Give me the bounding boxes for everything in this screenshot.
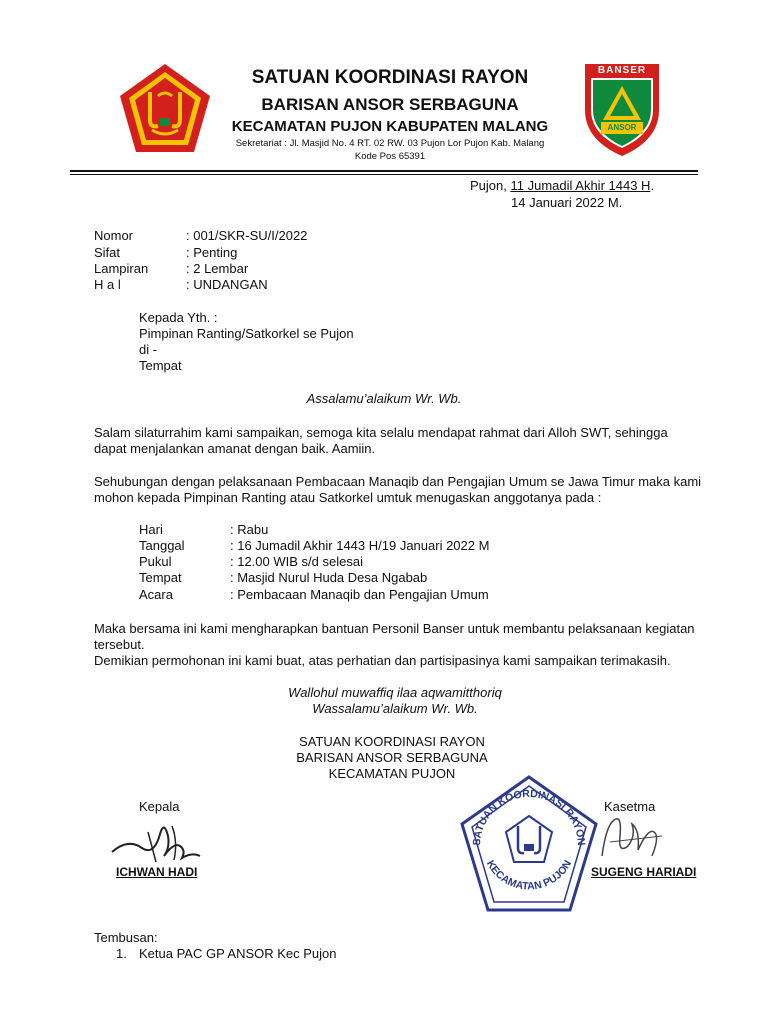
recipient-line3: di - bbox=[139, 342, 158, 357]
letter-date-gregorian: 14 Januari 2022 M. bbox=[511, 195, 623, 210]
meta-value-nomor: : 001/SKR-SU/I/2022 bbox=[186, 228, 308, 243]
org-line1: SATUAN KOORDINASI RAYON bbox=[299, 734, 485, 749]
detail-label-tanggal: Tanggal bbox=[139, 538, 185, 553]
paragraph-2-line1: Sehubungan dengan pelaksanaan Pembacaan Manaqib dan Pengajian Umum se Jawa Timur maka kami bbox=[94, 474, 702, 489]
meta-value-lampiran: : 2 Lembar bbox=[186, 261, 249, 276]
meta-label-hal: H a l bbox=[94, 277, 121, 292]
letterhead-line2: BARISAN ANSOR SERBAGUNA bbox=[261, 95, 519, 114]
meta-label-nomor: Nomor bbox=[94, 228, 134, 243]
stamp-bottom-text: KECAMATAN PUJON bbox=[483, 858, 575, 893]
detail-value-pukul: : 12.00 WIB s/d selesai bbox=[230, 554, 363, 569]
stamp-seal-icon bbox=[458, 774, 600, 914]
paragraph-1-line2: dapat menjalankan amanat dengan baik. Aamiin. bbox=[94, 441, 376, 456]
meta-value-sifat: : Penting bbox=[186, 245, 238, 260]
closing-line2: Wassalamu’alaikum Wr. Wb. bbox=[312, 701, 478, 716]
closing-line1: Wallohul muwaffiq ilaa aqwamitthoriq bbox=[288, 685, 502, 700]
banser-logo-label: BANSER bbox=[597, 65, 647, 76]
svg-text:KECAMATAN PUJON bbox=[484, 858, 574, 892]
meta-value-hal: : UNDANGAN bbox=[186, 277, 268, 292]
detail-value-tanggal: : 16 Jumadil Akhir 1443 H/19 Januari 2022 M bbox=[230, 538, 490, 553]
detail-label-acara: Acara bbox=[139, 587, 173, 602]
tembusan-label: Tembusan: bbox=[94, 930, 158, 945]
letterhead-postal: Kode Pos 65391 bbox=[354, 151, 426, 162]
date-hijri-suffix: . bbox=[650, 178, 655, 193]
tembusan-item-text: Ketua PAC GP ANSOR Kec Pujon bbox=[139, 946, 337, 961]
ansor-logo-label: ANSOR bbox=[607, 123, 637, 132]
paragraph-3-line2: tersebut. bbox=[94, 637, 145, 652]
paragraph-2-line2: mohon kepada Pimpinan Ranting atau Satkorkel umtuk menugaskan anggotanya pada : bbox=[94, 490, 602, 505]
letterhead-line1: SATUAN KOORDINASI RAYON bbox=[251, 67, 529, 88]
tembusan-item-number: 1. bbox=[116, 946, 127, 961]
letterhead-rule-thin bbox=[70, 174, 698, 175]
meta-label-sifat: Sifat bbox=[94, 245, 121, 260]
paragraph-3-line3: Demikian permohonan ini kami buat, atas perhatian dan partisipasinya kami sampaikan terimakasih. bbox=[94, 653, 671, 668]
paragraph-3-line1: Maka bersama ini kami mengharapkan bantuan Personil Banser untuk membantu pelaksanaan kegiatan bbox=[94, 621, 695, 636]
left-signer-name: ICHWAN HADI bbox=[116, 865, 198, 879]
paragraph-1-line1: Salam silaturrahim kami sampaikan, semoga kita selalu mendapat rahmat dari Alloh SWT, sehingga bbox=[94, 425, 668, 440]
right-logo bbox=[583, 62, 661, 158]
stamp-top-text: SATUAN KOORDINASI RAYON bbox=[470, 787, 588, 846]
left-signer-title: Kepala bbox=[139, 799, 180, 814]
detail-value-tempat: : Masjid Nurul Huda Desa Ngabab bbox=[230, 570, 428, 585]
right-signer-name: SUGENG HARIADI bbox=[591, 865, 697, 879]
recipient-line2: Pimpinan Ranting/Satkorkel se Pujon bbox=[139, 326, 354, 341]
greeting: Assalamu’alaikum Wr. Wb. bbox=[306, 391, 462, 406]
official-stamp bbox=[458, 774, 600, 914]
recipient-line4: Tempat bbox=[139, 358, 182, 373]
meta-label-lampiran: Lampiran bbox=[94, 261, 149, 276]
date-hijri: 11 Jumadil Akhir 1443 H bbox=[510, 178, 651, 193]
date-place: Pujon, bbox=[470, 178, 511, 193]
right-signature-icon bbox=[592, 806, 670, 868]
banser-shield-logo-icon bbox=[583, 62, 661, 158]
org-line3: KECAMATAN PUJON bbox=[328, 766, 456, 781]
letterhead-line3: KECAMATAN PUJON KABUPATEN MALANG bbox=[231, 118, 549, 135]
recipient-line1: Kepada Yth. : bbox=[139, 310, 218, 325]
letterhead-address: Sekretariat : Jl. Masjid No. 4 RT. 02 RW. 03 Pujon Lor Pujon Kab. Malang bbox=[235, 138, 545, 149]
letterhead-rule-thick bbox=[70, 170, 698, 172]
detail-label-pukul: Pukul bbox=[139, 554, 172, 569]
left-signature-icon bbox=[108, 812, 204, 868]
detail-label-hari: Hari bbox=[139, 522, 163, 537]
detail-label-tempat: Tempat bbox=[139, 570, 182, 585]
org-line2: BARISAN ANSOR SERBAGUNA bbox=[296, 750, 488, 765]
detail-value-acara: : Pembacaan Manaqib dan Pengajian Umum bbox=[230, 587, 489, 602]
right-signer-title: Kasetma bbox=[604, 799, 656, 814]
detail-value-hari: : Rabu bbox=[230, 522, 269, 537]
letter-date-hijri bbox=[470, 178, 654, 193]
